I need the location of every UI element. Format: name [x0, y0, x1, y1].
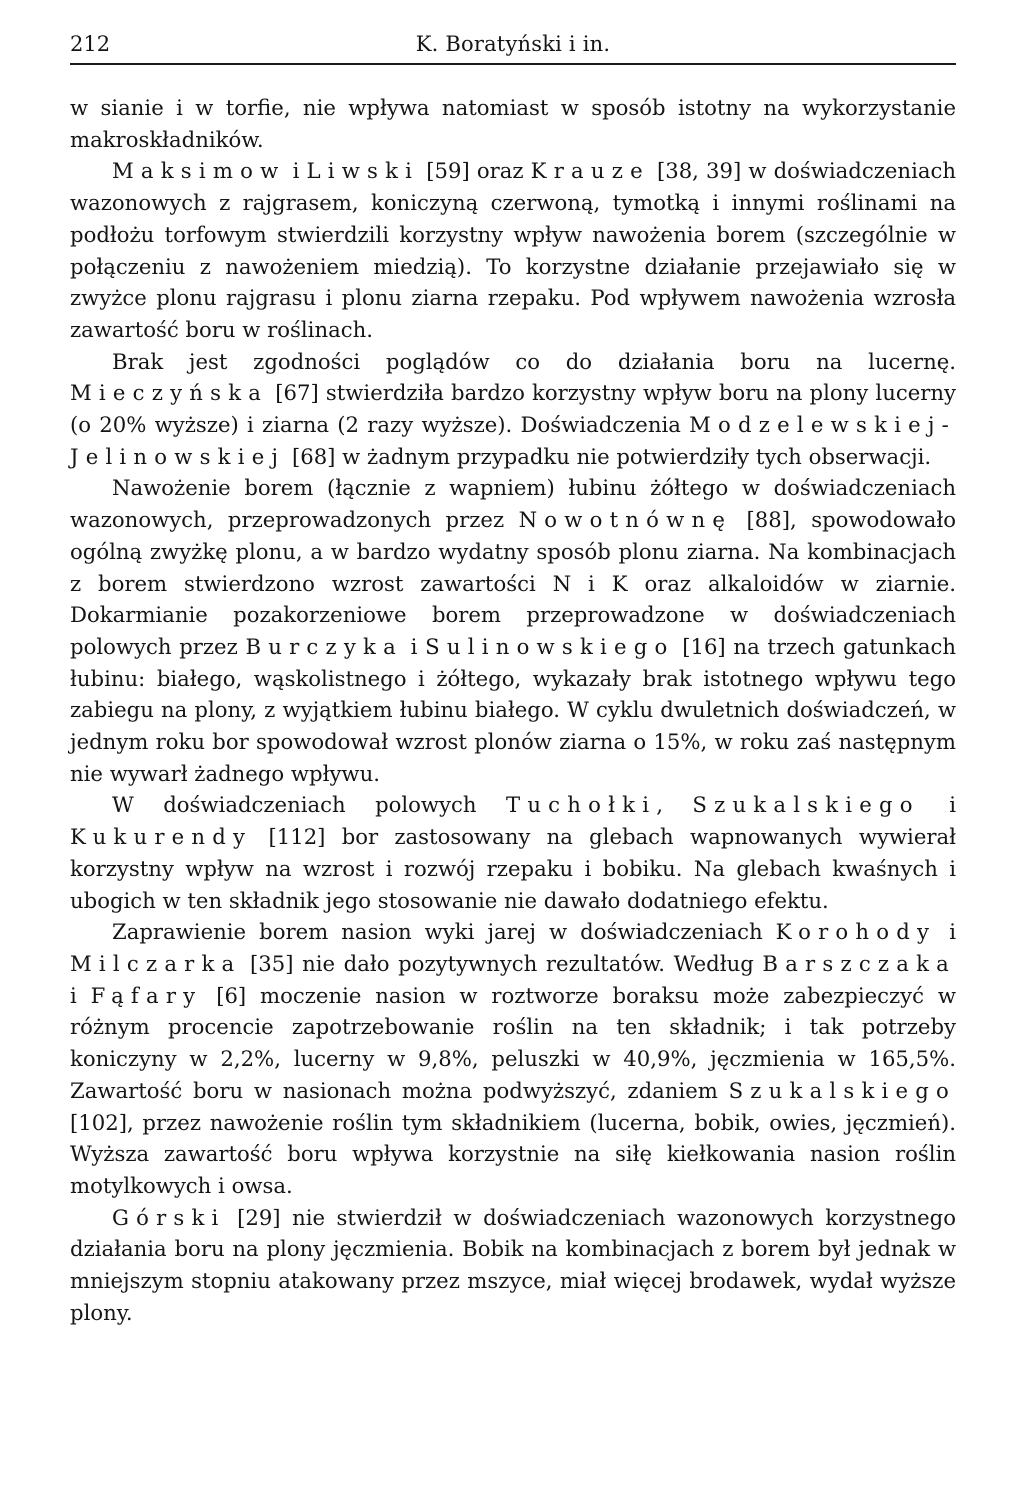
author-name: Burczyka: [245, 633, 403, 659]
author-name: Górski: [112, 1204, 226, 1230]
text-run: [102], przez nawożenie roślin tym składnikiem (lucerna, bobik, owies, jęczmień). Wyższa zawartość boru wpływa korzystnie na siłę kiełkowania nasion roślin motylkowych i owsa.: [70, 1109, 956, 1198]
author-name: Tuchołki: [505, 792, 657, 818]
text-run: [68] w żadnym przypadku nie potwierdziły tych obserwacji.: [285, 443, 932, 469]
body-text: [70, 92, 956, 1328]
paragraph: [70, 916, 956, 1201]
author-name: Mieczyńska: [70, 380, 269, 406]
text-run: [59] oraz: [419, 158, 531, 184]
text-run: i: [285, 158, 307, 184]
author-name: Sulinowskiego: [425, 633, 675, 659]
author-name: Szukalskiego: [692, 792, 920, 818]
author-name: Korohody: [775, 919, 937, 945]
page-number: 212: [70, 32, 111, 56]
text-run: [35] nie dało pozytywnych rezultatów. Według: [241, 950, 763, 976]
text-run: [29] nie stwierdził w doświadczeniach wazonowych korzystnego działania boru na plony jęczmienia. Bobik na kombinacjach z borem był jednak w mniejszym stopniu atakowany przez mszyce, miał więcej brodawek, wydał wyższe plony.: [70, 1204, 956, 1325]
text-run: i: [936, 919, 956, 945]
text-run: [67] stwierdziła bardzo korzystny wpływ boru na plony lucerny (o 20% wyższe) i ziarna (2 razy wyższe). Doświadczenia: [70, 380, 956, 438]
running-title: K. Boratyński i in.: [415, 32, 611, 56]
running-head: [70, 24, 956, 64]
paragraph: [70, 1202, 956, 1329]
text-run: w sianie i w torfie, nie wpływa natomiast w sposób istotny na wykorzystanie makroskładników.: [70, 95, 956, 152]
text-run: [112] bor zastosowany na glebach wapnowanych wywierał korzystny wpływ na wzrost i rozwój rzepaku i bobiku. Na glebach kwaśnych i ubogich w ten składnik jego stosowanie nie dawało dodatniego efektu.: [70, 824, 956, 913]
text-run: ,: [656, 792, 693, 818]
author-name: Liwski: [306, 158, 420, 184]
text-run: [6] moczenie nasion w roztworze boraksu może zabezpieczyć w różnym procencie zapotrzebowanie roślin na ten składnik; i tak potrzeby koniczyny w 2,2%, lucerny w 9,8%, peluszki w 40,9%, jęczmienia w 165,5%. Zawartość boru w nasionach można podwyższyć, zdaniem: [70, 982, 956, 1103]
text-run: [88], spowodowało ogólną zwyżkę plonu, a w bardzo wydatny sposób plonu ziarna. Na kombinacjach z borem stwierdzono wzrost zawartości N i K oraz alkaloidów w ziarnie. Dokarmianie pozakorzeniowe borem przeprowadzone w doświadczeniach polowych przez: [70, 507, 956, 659]
author-name: Kukurendy: [70, 824, 253, 850]
text-run: Nawożenie borem (łącznie z wapniem) łubinu żółtego w doświadczeniach wazonowych, przeprowadzonych przez: [70, 475, 956, 533]
author-name: Szukalskiego: [728, 1077, 956, 1103]
author-name: Maksimow: [112, 158, 286, 184]
author-name: Krauze: [530, 158, 650, 184]
paragraph: [70, 346, 956, 473]
paragraph: [70, 92, 956, 155]
text-run: i: [70, 982, 91, 1008]
text-run: i: [402, 633, 426, 659]
author-name: Milczarka: [70, 950, 242, 976]
text-run: [16] na trzech gatunkach łubinu: białego, wąskolistnego i żółtego, wykazały brak istotnego wpływu tego zabiegu na plony, z wyjątkiem łubinu białego. W cyklu dwuletnich doświadczeń, w jednym roku bor spowodował wzrost plonów ziarna o 15%, w roku zaś następnym nie wywarł żadnego wpływu.: [70, 633, 956, 786]
text-run: i: [919, 792, 956, 818]
author-name: Nowotnównę: [518, 507, 733, 533]
text-run: Brak jest zgodności poglądów co do działania boru na lucernę.: [112, 348, 956, 374]
paragraph: [70, 789, 956, 916]
author-name: Fąfary: [90, 982, 203, 1008]
paragraph: [70, 155, 956, 345]
header-rule: [70, 63, 956, 65]
paragraph: [70, 472, 956, 789]
author-name: Barszczaka: [762, 950, 956, 976]
text-run: W doświadczeniach polowych: [112, 792, 506, 818]
author-name: Modzelewskiej-Jelinowskiej: [70, 412, 956, 469]
text-run: Zaprawienie borem nasion wyki jarej w doświadczeniach: [112, 919, 776, 945]
text-run: [38, 39] w doświadczeniach wazonowych z rajgrasem, koniczyną czerwoną, tymotką i innymi roślinami na podłożu torfowym stwierdzili korzystny wpływ nawożenia borem (szczególnie w połączeniu z nawożeniem miedzią). To korzystne działanie przejawiało się w zwyżce plonu rajgrasu i plonu ziarna rzepaku. Pod wpływem nawożenia wzrosła zawartość boru w roślinach.: [70, 158, 956, 342]
